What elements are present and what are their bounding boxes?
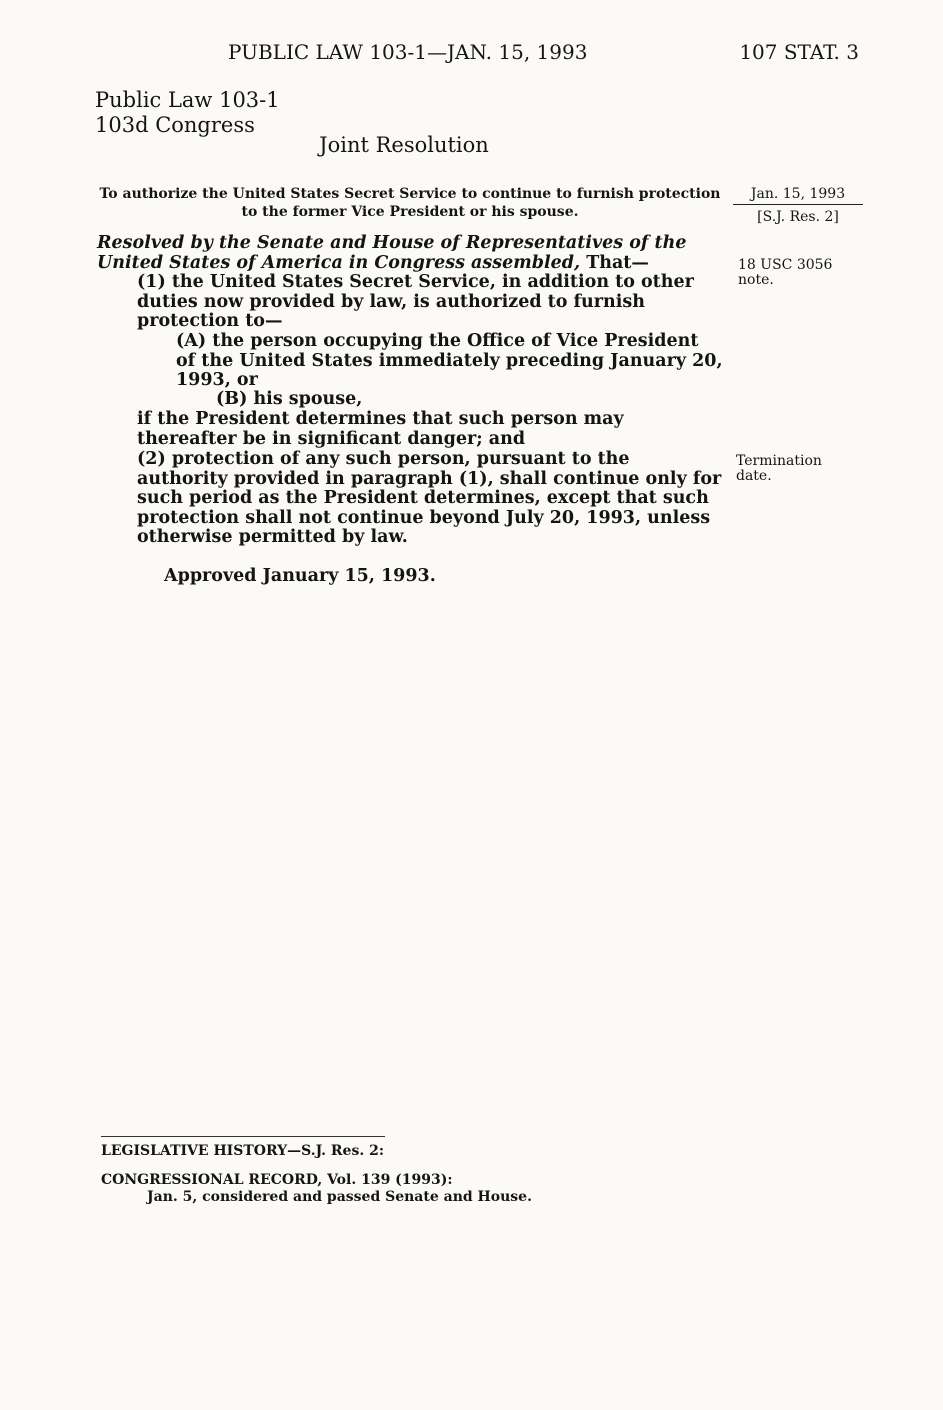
history-spacer [101,1160,621,1172]
paragraph-1: (1) the United States Secret Service, in addition to other duties now provided by law, is authorized to furnish protection to— [137,272,694,331]
congressional-record-reference: CONGRESSIONAL RECORD, Vol. 139 (1993): [101,1172,453,1188]
resolving-clause-that: That— [586,252,649,273]
document-type-title: Joint Resolution [319,133,489,157]
resolving-clause [97,234,723,273]
subparagraph-b: (B) his spouse, [216,389,363,409]
history-entry: Jan. 5, considered and passed Senate and House. [147,1189,532,1205]
law-identification [95,88,280,138]
sidebar-date-block [733,184,863,227]
subparagraph-a: (A) the person occupying the Office of Vice President of the United States immediately preceding January 20, 1993, or [176,331,723,390]
history-divider [101,1136,385,1137]
statute-page-number: 107 STAT. 3 [739,40,859,64]
margin-note-termination: Termination date. [736,453,822,484]
approval-date: Approved January 15, 1993. [164,566,436,586]
running-head: PUBLIC LAW 103-1—JAN. 15, 1993 [228,40,588,64]
sidebar-date: Jan. 15, 1993 [733,185,863,205]
margin-note-usc: 18 USC 3056 note. [738,257,833,288]
legislative-history-title: LEGISLATIVE HISTORY—S.J. Res. 2: [101,1143,384,1159]
resolving-clause-italic: Resolved by the Senate and House of Representatives of the United States of America in Congress assembled, [97,233,687,273]
paragraph-2: (2) protection of any such person, pursuant to the authority provided in paragraph (1), shall continue only for such period as the President determines, except that such protection shall not continue beyond July 20, 1993, unless otherwise permitted by law. [137,449,722,547]
sidebar-resolution-number: [S.J. Res. 2] [757,209,839,225]
paragraph-1-tail: if the President determines that such person may thereafter be in significant danger; and [137,409,624,449]
congress-number: 103d Congress [95,113,255,137]
legislative-history [101,1143,621,1206]
public-law-number: Public Law 103-1 [95,88,280,112]
purpose-statement: To authorize the United States Secret Service to continue to furnish protection to the former Vice President or his spouse. [99,186,721,220]
